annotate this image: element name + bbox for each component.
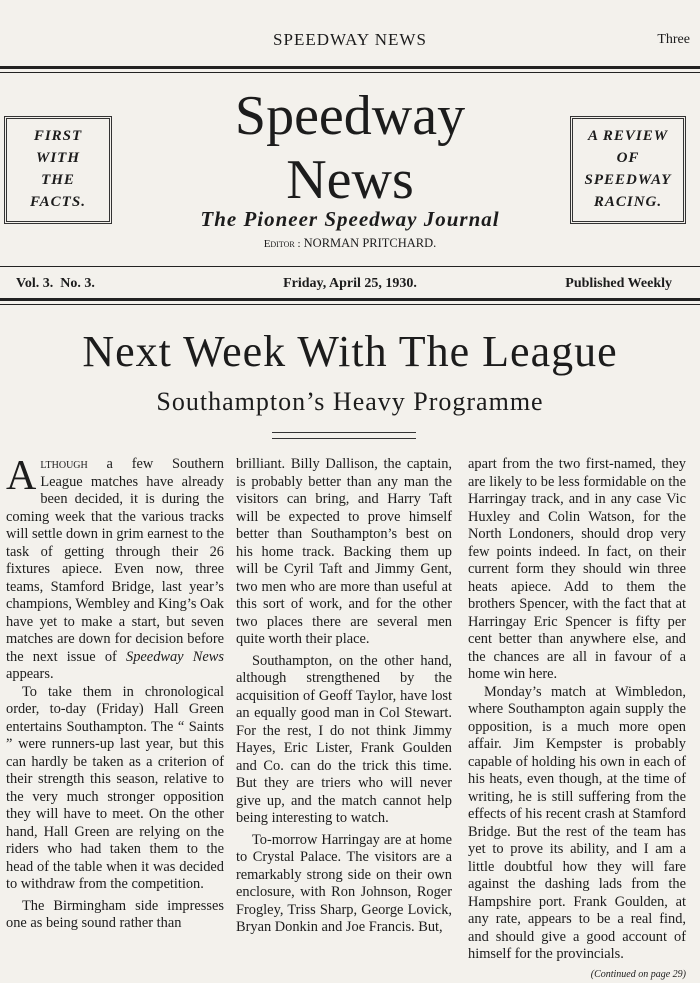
running-header-title: SPEEDWAY NEWS xyxy=(200,30,500,50)
masthead-title-line2: News xyxy=(180,148,520,212)
editor-name: NORMAN PRITCHARD. xyxy=(304,236,437,250)
publication-name: Speedway News xyxy=(126,649,224,665)
article-column-3 xyxy=(468,456,686,983)
issue-bar-rule-bottom xyxy=(0,298,700,301)
paragraph: To take them in chronological order, to-day (Friday) Hall Green entertains Southampton. The “ Saints ” were runners-up last year, but this can hardly be taken as a criterion of their strength this season, relative to the very much stronger opposition they will have to meet. On the other hand, Hall Green are relying on the riders who had taken them to the head of the table when it was decided to withdraw from the competition. xyxy=(6,684,224,894)
lead-in: lthough xyxy=(40,456,87,472)
right-box xyxy=(570,116,686,224)
paragraph: Southampton, on the other hand, although strengthened by the acquisition of Geoff Taylor, have lost an equally good man in Col Stewart. For the rest, I do not think Jimmy Hayes, Eric Lister, Frank Goulden and Co. can do the trick this time. But they are triers who will never give up, and the match cannot help being interesting to watch. xyxy=(236,653,452,828)
left-box-line: FIRST xyxy=(7,125,109,147)
volume-number: Vol. 3. No. 3. xyxy=(16,276,95,292)
header-rule-thin xyxy=(0,72,700,73)
paragraph: apart from the two first-named, they are likely to be less formidable on the Harringay track, and in any case Vic Huxley and Colin Watson, for the North Londoners, should drop very few points indeed. In fact, on their current form they should win three heats apiece. Add to them the brothers Spencer, with the fact that at Harringay Eric Spencer is fifty per cent better than anywhere else, and the chances are all in favour of a home win here. xyxy=(468,456,686,684)
issue-bar-rule-bottom-thin xyxy=(0,304,700,305)
article-headline: Next Week With The League xyxy=(0,324,700,380)
article-column-1 xyxy=(6,456,224,933)
editor-label: Editor : xyxy=(264,238,301,250)
paragraph-text: appears. xyxy=(6,666,54,682)
continued-note: (Continued on page 29) xyxy=(468,966,686,983)
right-box-line: RACING. xyxy=(573,191,683,213)
article-column-2 xyxy=(236,456,452,937)
right-box-line: SPEEDWAY xyxy=(573,169,683,191)
paragraph: To-morrow Harringay are at home to Crystal Palace. The visitors are a remarkably strong side on their own enclosure, with Ron Johnson, Roger Frogley, Triss Sharp, George Lovick, Bryan Donkin and Joe Francis. But, xyxy=(236,832,452,937)
article-subheadline: Southampton’s Heavy Programme xyxy=(0,386,700,418)
page-number: Three xyxy=(620,32,690,48)
right-box-line: A REVIEW xyxy=(573,125,683,147)
left-box-line: THE xyxy=(7,169,109,191)
issue-bar-rule-top xyxy=(0,266,700,267)
paragraph: Monday’s match at Wimbledon, where Southampton again supply the opposition, is a much more open affair. Jim Kempster is probably capable of holding his own in each of his heats, even though, at the time of writing, he is still suffering from the effects of his recent crash at Stamford Bridge. But the rest of the team has yet to prove its ability, and I am a little doubtful how they will fare against the dashing lads from the Hampshire port. Frank Goulden, at any rate, appears to be a real find, and should give a good account of himself for the provincials. xyxy=(468,684,686,964)
issue-date: Friday, April 25, 1930. xyxy=(200,276,500,292)
paragraph-text: a few Southern League matches have already been decided, it is during the coming week that the various tracks will settle down in grim earnest to the task of getting through their 26 fixtures apiece. Even now, three teams, Stamford Bridge, last year’s champions, Wembley and King’s Oak have yet to make a start, but seven matches are down for decision before the next issue of xyxy=(6,456,224,665)
paragraph xyxy=(6,456,224,684)
masthead-title-line1: Speedway xyxy=(180,84,520,148)
left-box-line: WITH xyxy=(7,147,109,169)
drop-cap: A xyxy=(6,459,36,493)
paragraph: brilliant. Billy Dallison, the captain, is probably better than any man the visitors can bring, and Harry Taft will be expected to prove himself better than Southampton’s best on his home track. Backing them up will be Cyril Taft and Jimmy Gent, two men who are more than useful at this sort of work, and for the other two places there are several men quite worth their place. xyxy=(236,456,452,649)
left-box xyxy=(4,116,112,224)
left-box-line: FACTS. xyxy=(7,191,109,213)
header-rule xyxy=(0,66,700,69)
paragraph: The Birmingham side impresses one as being sound rather than xyxy=(6,898,224,933)
editor-line xyxy=(150,236,550,251)
masthead-subtitle: The Pioneer Speedway Journal xyxy=(150,207,550,232)
headline-divider xyxy=(272,432,416,439)
publication-frequency: Published Weekly xyxy=(520,276,672,292)
right-box-line: OF xyxy=(573,147,683,169)
